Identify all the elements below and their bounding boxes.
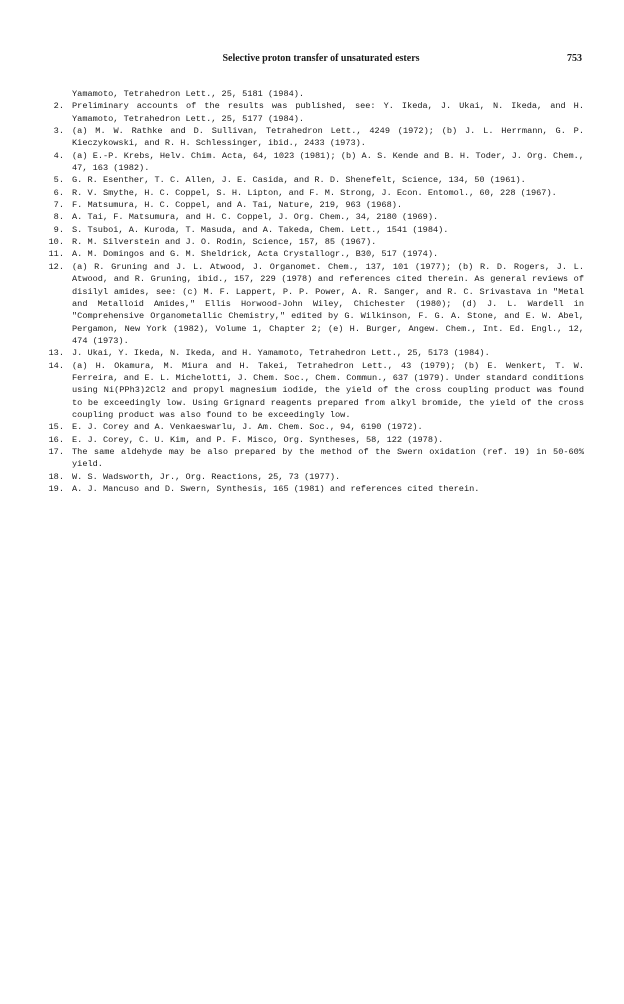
reference-item bbox=[34, 446, 584, 471]
reference-text: Yamamoto, Tetrahedron Lett., 25, 5181 (1984). bbox=[72, 89, 305, 99]
reference-number: 18. bbox=[48, 471, 64, 482]
reference-number: 2. bbox=[53, 101, 64, 112]
reference-item bbox=[34, 150, 584, 175]
reference-number: 9. bbox=[53, 224, 64, 235]
reference-text: Preliminary accounts of the results was published, see: Y. Ikeda, J. Ukai, N. Ikeda, and H. Yamamoto, Tetrahedron Lett., 25, 5177 (1984). bbox=[72, 101, 584, 124]
reference-item bbox=[34, 187, 584, 199]
reference-number: 5. bbox=[53, 175, 64, 186]
reference-number: 14. bbox=[48, 360, 64, 371]
page-header bbox=[60, 53, 582, 69]
reference-number: 10. bbox=[48, 237, 64, 248]
reference-number: 15. bbox=[48, 422, 64, 433]
reference-item bbox=[34, 434, 584, 446]
reference-number: 6. bbox=[53, 187, 64, 198]
reference-item bbox=[34, 88, 584, 100]
reference-item bbox=[34, 100, 584, 125]
reference-item bbox=[34, 360, 584, 422]
reference-text: E. J. Corey and A. Venkaeswarlu, J. Am. Chem. Soc., 94, 6190 (1972). bbox=[72, 422, 423, 433]
reference-text: R. V. Smythe, H. C. Coppel, S. H. Lipton, and F. M. Strong, J. Econ. Entomol., 60, 228 (1967). bbox=[72, 187, 557, 198]
reference-text: (a) M. W. Rathke and D. Sullivan, Tetrahedron Lett., 4249 (1972); (b) J. L. Herrmann, G. P. Kieczykowski, and R. H. Schlessinger, ibid., 2433 (1973). bbox=[72, 126, 584, 149]
reference-item bbox=[34, 211, 584, 223]
reference-item bbox=[34, 248, 584, 260]
reference-text: J. Ukai, Y. Ikeda, N. Ikeda, and H. Yamamoto, Tetrahedron Lett., 25, 5173 (1984). bbox=[72, 348, 490, 359]
reference-text: (a) H. Okamura, M. Miura and H. Takei, Tetrahedron Lett., 43 (1979); (b) E. Wenkert, T. W. Ferreira, and E. L. Michelotti, J. Chem. Soc., Chem. Commun., 637 (1979). Under standard conditions using Ni(PPh3)2Cl2 and propyl magnesium iodide, the yield of the cross coupling product was found to be exceedingly low. Using Grignard reagents prepared from alkyl bromide, the yield of the cross coupling product was also found to be exceedingly low. bbox=[72, 360, 584, 420]
reference-number: 11. bbox=[48, 249, 64, 260]
reference-text: (a) E.-P. Krebs, Helv. Chim. Acta, 64, 1023 (1981); (b) A. S. Kende and B. H. Toder, J. Org. Chem., 47, 163 (1982). bbox=[72, 150, 584, 174]
reference-item bbox=[34, 347, 584, 359]
reference-number: 17. bbox=[48, 446, 64, 457]
reference-item bbox=[34, 125, 584, 150]
reference-number: 8. bbox=[53, 212, 64, 223]
reference-item bbox=[34, 174, 584, 186]
reference-item bbox=[34, 224, 584, 236]
reference-number: 13. bbox=[48, 348, 64, 359]
reference-number: 4. bbox=[53, 150, 64, 161]
reference-item bbox=[34, 199, 584, 211]
reference-number: 3. bbox=[53, 126, 64, 137]
reference-text: A. J. Mancuso and D. Swern, Synthesis, 165 (1981) and references cited therein. bbox=[72, 484, 480, 494]
reference-text: W. S. Wadsworth, Jr., Org. Reactions, 25, 73 (1977). bbox=[72, 471, 341, 482]
reference-text: (a) R. Gruning and J. L. Atwood, J. Organomet. Chem., 137, 101 (1977); (b) R. D. Rogers, J. L. Atwood, and R. Gruning, ibid., 157, 229 (1978) and references cited therein. As general reviews of disilyl amides, see: (c) M. F. Lappert, P. P. Power, A. R. Sanger, and R. C. Srivastava in "Metal and Metalloid Amides," Ellis Horwood-John Wiley, Chichester (1980); (d) J. L. Wardell in "Comprehensive Organometallic Chemistry," edited by G. Wilkinson, F. G. A. Stone, and E. W. Abel, Pergamon, New York (1982), Volume 1, Chapter 2; (e) H. Burger, Angew. Chem., Int. Ed. Engl., 12, 474 (1973). bbox=[72, 261, 584, 346]
reference-item bbox=[34, 261, 584, 347]
page-number: 753 bbox=[567, 53, 582, 64]
reference-item bbox=[34, 421, 584, 433]
reference-item bbox=[34, 483, 584, 495]
reference-number: 7. bbox=[53, 200, 64, 211]
reference-text: R. M. Silverstein and J. O. Rodin, Science, 157, 85 (1967). bbox=[72, 237, 377, 248]
reference-text: A. Tai, F. Matsumura, and H. C. Coppel, J. Org. Chem., 34, 2180 (1969). bbox=[72, 212, 439, 223]
reference-number: 19. bbox=[48, 484, 64, 494]
reference-text: G. R. Esenther, T. C. Allen, J. E. Casida, and R. D. Shenefelt, Science, 134, 50 (1961). bbox=[72, 175, 526, 186]
reference-text: E. J. Corey, C. U. Kim, and P. F. Misco, Org. Syntheses, 58, 122 (1978). bbox=[72, 434, 444, 445]
reference-text: The same aldehyde may be also prepared by the method of the Swern oxidation (ref. 19) in 50-60% yield. bbox=[72, 446, 584, 470]
reference-number: 16. bbox=[48, 434, 64, 445]
reference-text: F. Matsumura, H. C. Coppel, and A. Tai, Nature, 219, 963 (1968). bbox=[72, 200, 403, 211]
reference-text: S. Tsuboi, A. Kuroda, T. Masuda, and A. Takeda, Chem. Lett., 1541 (1984). bbox=[72, 224, 449, 235]
running-title: Selective proton transfer of unsaturated esters bbox=[222, 53, 420, 64]
reference-item bbox=[34, 471, 584, 483]
reference-number: 12. bbox=[48, 261, 64, 272]
reference-list bbox=[34, 88, 584, 495]
reference-item bbox=[34, 236, 584, 248]
reference-text: A. M. Domingos and G. M. Sheldrick, Acta Crystallogr., B30, 517 (1974). bbox=[72, 249, 439, 260]
